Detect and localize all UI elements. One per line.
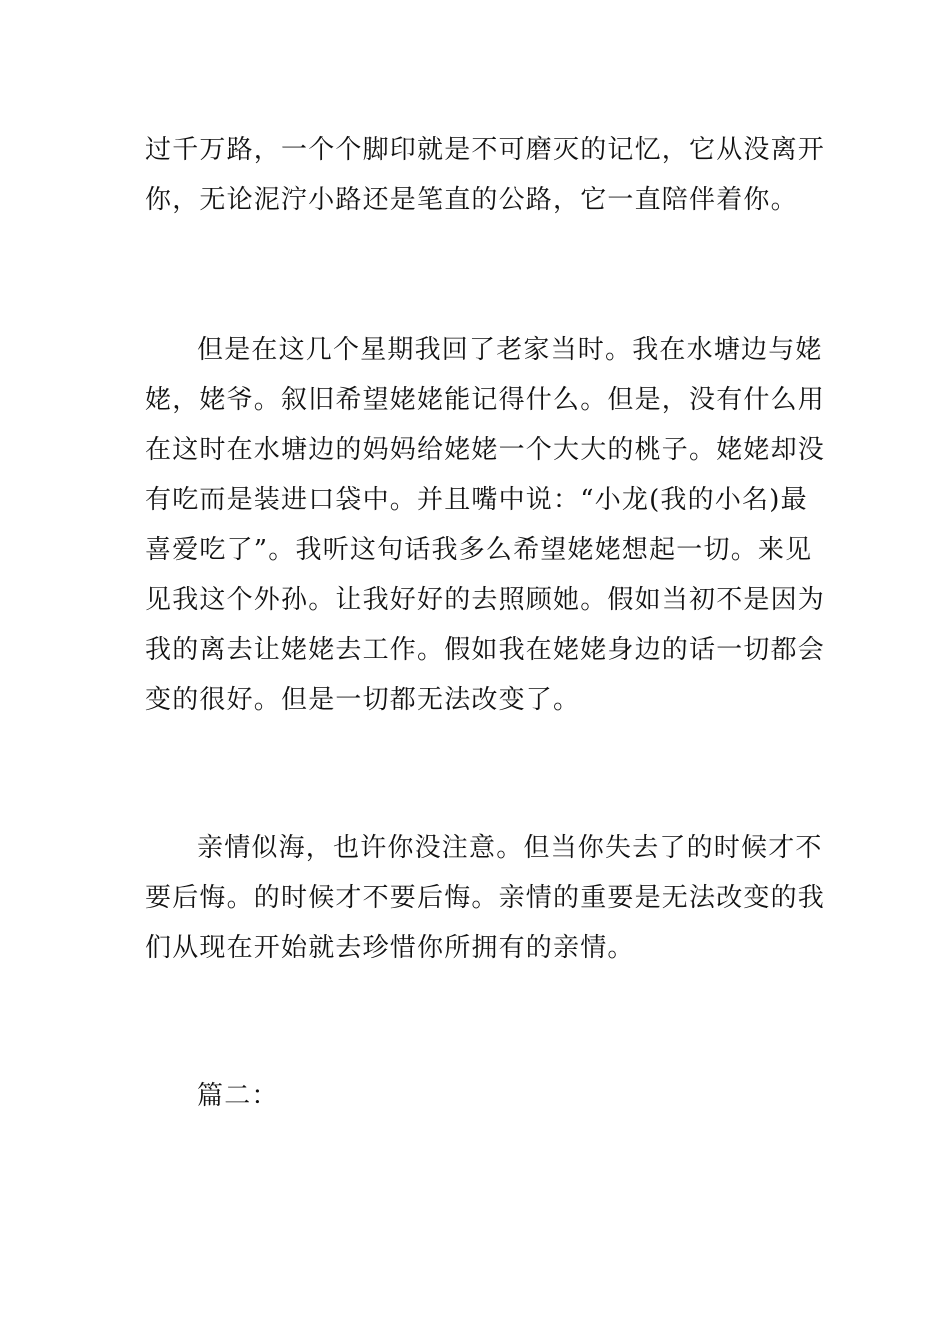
text-line: 要后悔。的时候才不要后悔。亲情的重要是无法改变的我 — [145, 883, 826, 913]
text-line: 在这时在水塘边的妈妈给姥姥一个大大的桃子。姥姥却没 — [145, 435, 826, 465]
text-line: 篇二： — [197, 1081, 279, 1111]
text-line: 但是在这几个星期我回了老家当时。我在水塘边与姥 — [197, 335, 823, 365]
text-line: 我的离去让姥姥去工作。假如我在姥姥身边的话一切都会 — [145, 635, 826, 665]
text-line: 有吃而是装进口袋中。并且嘴中说：“小龙(我的小名)最 — [145, 485, 808, 515]
text-line: 变的很好。但是一切都无法改变了。 — [145, 685, 581, 715]
text-line: 喜爱吃了”。我听这句话我多么希望姥姥想起一切。来见 — [145, 535, 813, 565]
text-line: 们从现在开始就去珍惜你所拥有的亲情。 — [145, 933, 635, 963]
text-line: 过千万路，一个个脚印就是不可磨灭的记忆，它从没离开 — [145, 135, 826, 165]
text-line: 你，无论泥泞小路还是笔直的公路，它一直陪伴着你。 — [145, 185, 798, 215]
text-line: 姥，姥爷。叙旧希望姥姥能记得什么。但是，没有什么用 — [145, 385, 826, 415]
text-line: 见我这个外孙。让我好好的去照顾她。假如当初不是因为 — [145, 585, 826, 615]
text-line: 亲情似海，也许你没注意。但当你失去了的时候才不 — [197, 833, 823, 863]
